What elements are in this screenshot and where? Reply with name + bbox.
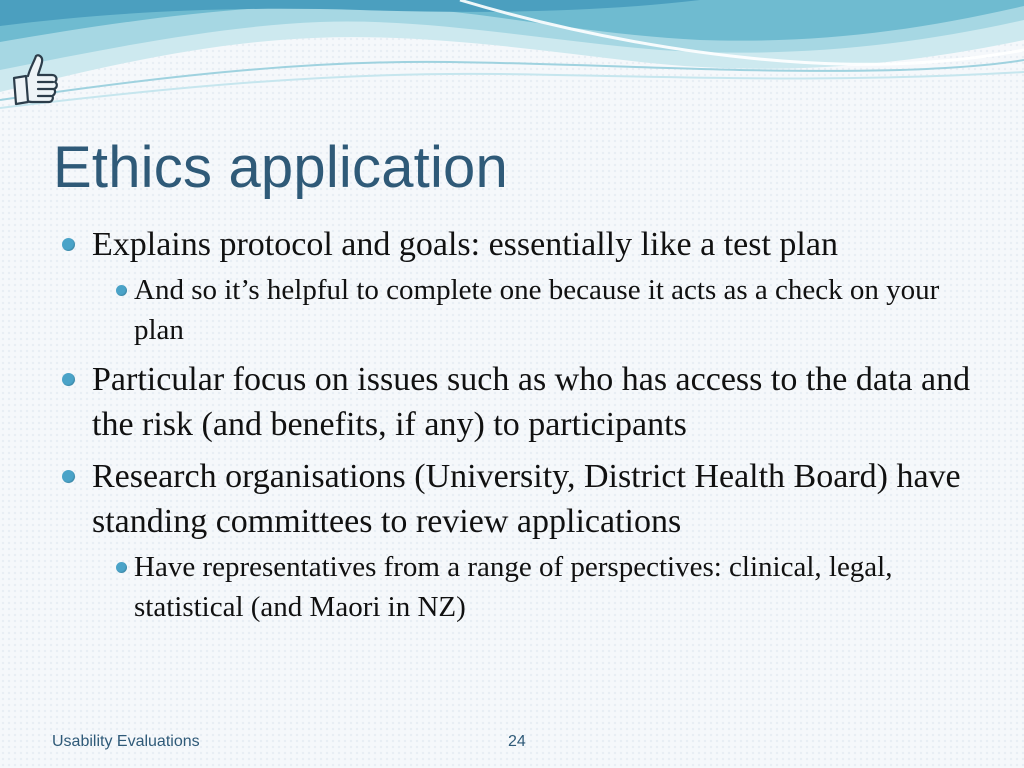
sub-bullet-item [92,547,976,627]
slide-number: 24 [508,733,526,750]
header-wave-decoration [0,0,1024,120]
bullet-dot [62,470,75,483]
sub-bullet-text: And so it’s helpful to complete one because it acts as a check on your plan [134,274,940,346]
sub-bullet-text: Have representatives from a range of perspectives: clinical, legal, statistical (and Maori in NZ) [134,551,893,623]
bullet-list [56,222,976,634]
bullet-text: Explains protocol and goals: essentially like a test plan [92,226,838,263]
bullet-dot [62,373,75,386]
sub-bullet-dot [116,562,127,573]
bullet-item [56,222,976,350]
thumbs-up-icon [8,52,60,110]
sub-bullet-dot [116,285,127,296]
sub-bullet-item [92,270,976,350]
bullet-dot [62,238,75,251]
slide-title: Ethics application [53,135,508,200]
footer-presentation-title: Usability Evaluations [52,733,200,750]
bullet-item [56,357,976,447]
bullet-item [56,454,976,627]
bullet-text: Particular focus on issues such as who has access to the data and the risk (and benefits, if any) to participants [92,361,971,443]
bullet-text: Research organisations (University, District Health Board) have standing committees to review applications [92,458,961,540]
